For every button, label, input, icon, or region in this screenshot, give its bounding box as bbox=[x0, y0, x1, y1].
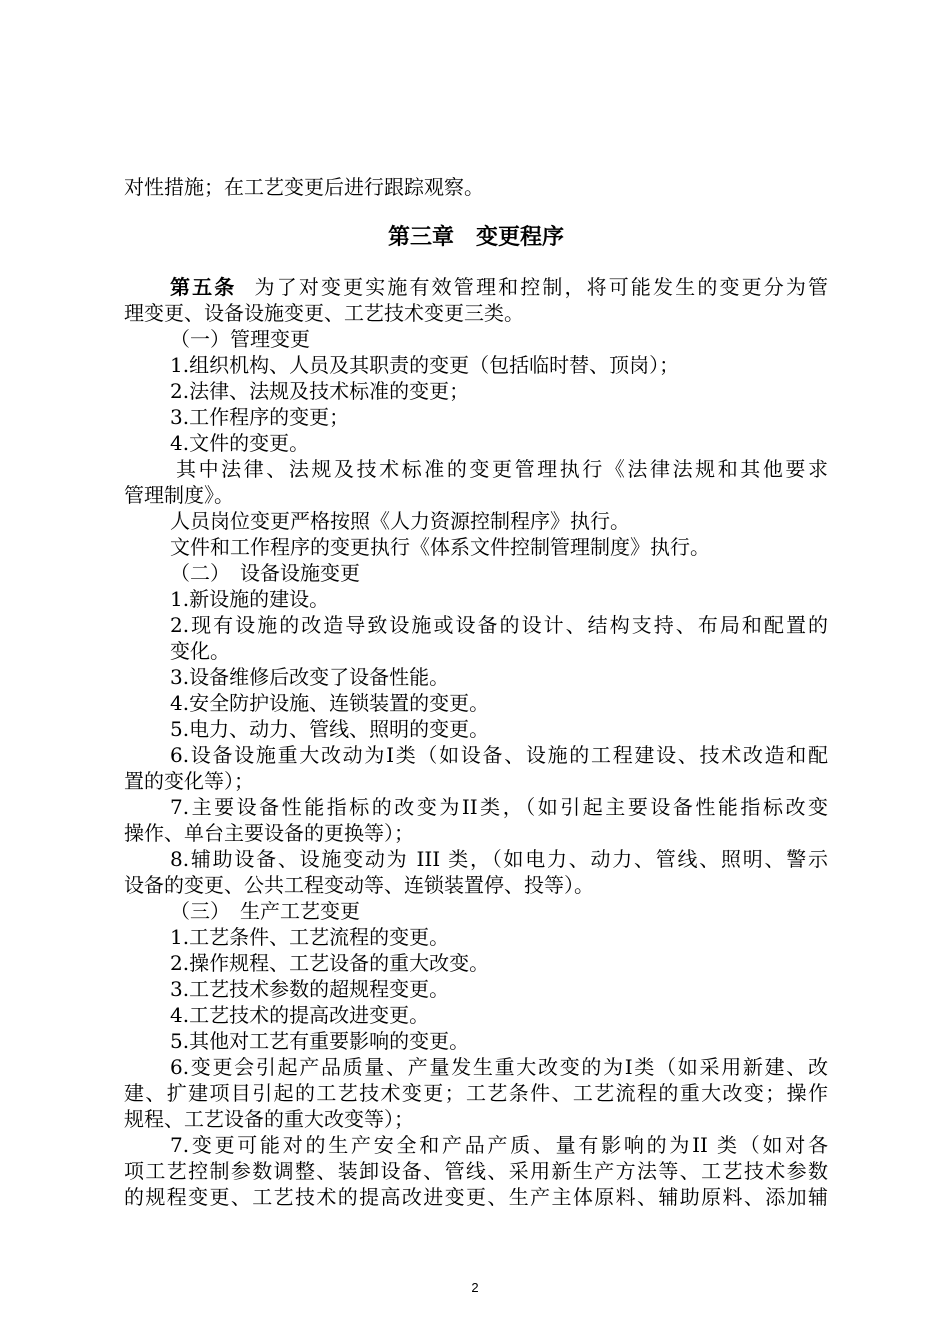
section1-title: （一）管理变更 bbox=[170, 327, 310, 351]
section3-item-7-line3: 的规程变更、工艺技术的提高改进变更、生产主体原料、辅助原料、添加辅 bbox=[124, 1185, 828, 1209]
article5-line1 bbox=[170, 274, 828, 300]
section1-note1-line1: 其中法律、法规及技术标准的变更管理执行《法律法规和其他要求 bbox=[176, 457, 828, 481]
intro-line: 对性措施；在工艺变更后进行跟踪观察。 bbox=[124, 175, 484, 199]
page-number: 2 bbox=[471, 1280, 479, 1295]
section3-item-7-line2: 项工艺控制参数调整、装卸设备、管线、采用新生产方法等、工艺技术参数 bbox=[124, 1159, 828, 1183]
section3-item-6-line1: 6.变更会引起产品质量、产量发生重大改变的为I类（如采用新建、改 bbox=[170, 1055, 828, 1079]
section1-item-4: 4.文件的变更。 bbox=[170, 431, 310, 455]
section2-item-2-line1: 2.现有设施的改造导致设施或设备的设计、结构支持、布局和配置的 bbox=[170, 613, 828, 637]
section2-item-2-line2: 变化。 bbox=[170, 639, 230, 663]
section3-item-7-line1: 7.变更可能对的生产安全和产品产质、量有影响的为II 类（如对各 bbox=[170, 1133, 828, 1157]
section1-item-1: 1.组织机构、人员及其职责的变更（包括临时替、顶岗）； bbox=[170, 353, 680, 377]
section3-item-4: 4.工艺技术的提高改进变更。 bbox=[170, 1003, 430, 1027]
section3-item-2: 2.操作规程、工艺设备的重大改变。 bbox=[170, 951, 490, 975]
article5-label: 第五条 bbox=[170, 275, 237, 299]
section1-item-2: 2.法律、法规及技术标准的变更； bbox=[170, 379, 470, 403]
section3-item-6-line3: 规程、工艺设备的重大改变等）； bbox=[124, 1107, 414, 1131]
section3-item-1: 1.工艺条件、工艺流程的变更。 bbox=[170, 925, 450, 949]
article5-line2: 理变更、设备设施变更、工艺技术变更三类。 bbox=[124, 301, 524, 325]
section2-item-7-line1: 7.主要设备性能指标的改变为II类，（如引起主要设备性能指标改变 bbox=[170, 795, 828, 819]
section3-item-6-line2: 建、扩建项目引起的工艺技术变更；工艺条件、工艺流程的重大改变；操作 bbox=[124, 1081, 828, 1105]
section1-note2: 人员岗位变更严格按照《人力资源控制程序》执行。 bbox=[170, 509, 630, 533]
section2-item-6-line2: 置的变化等）； bbox=[124, 769, 254, 793]
chapter-title: 第三章 变更程序 bbox=[387, 224, 564, 250]
section2-title: （二） 设备设施变更 bbox=[170, 561, 360, 585]
section2-item-8-line1: 8.辅助设备、设施变动为 III 类，（如电力、动力、管线、照明、警示 bbox=[170, 847, 828, 871]
section3-item-3: 3.工艺技术参数的超规程变更。 bbox=[170, 977, 450, 1001]
section2-item-7-line2: 操作、单台主要设备的更换等）； bbox=[124, 821, 414, 845]
section1-item-3: 3.工作程序的变更； bbox=[170, 405, 350, 429]
section3-item-5: 5.其他对工艺有重要影响的变更。 bbox=[170, 1029, 470, 1053]
section2-item-6-line1: 6.设备设施重大改动为I类（如设备、设施的工程建设、技术改造和配 bbox=[170, 743, 828, 767]
section2-item-1: 1.新设施的建设。 bbox=[170, 587, 330, 611]
section2-item-4: 4.安全防护设施、连锁装置的变更。 bbox=[170, 691, 490, 715]
section2-item-5: 5.电力、动力、管线、照明的变更。 bbox=[170, 717, 490, 741]
article5-text: 为了对变更实施有效管理和控制，将可能发生的变更分为管 bbox=[252, 275, 828, 299]
section2-item-3: 3.设备维修后改变了设备性能。 bbox=[170, 665, 450, 689]
section1-note1-line2: 管理制度》。 bbox=[124, 483, 234, 507]
section2-item-8-line2: 设备的变更、公共工程变动等、连锁装置停、投等）。 bbox=[124, 873, 594, 897]
section3-title: （三） 生产工艺变更 bbox=[170, 899, 360, 923]
section1-note3: 文件和工作程序的变更执行《体系文件控制管理制度》执行。 bbox=[170, 535, 710, 559]
